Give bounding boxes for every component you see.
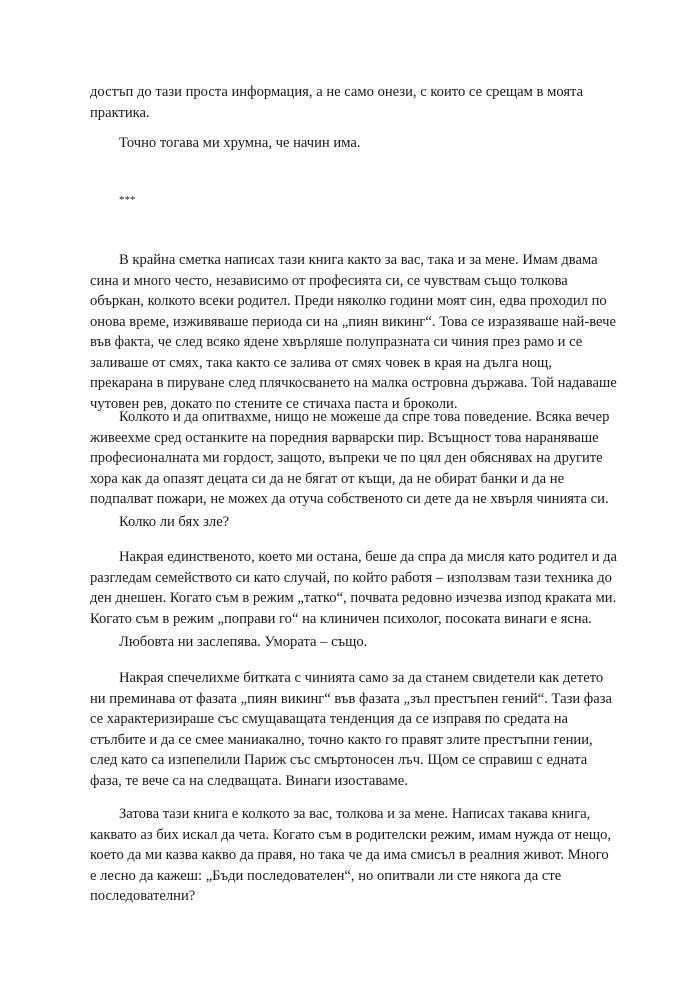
paragraph-behavior: Колкото и да опитвахме, нищо не можеше да спре това поведение. Всяка вечер живеехме сред останките на поредния варварски пир. Всъщност това нараняваше професионалната ми гордост, защото, въпреки че по цял ден обяснявах на другите хора как да опазят децата си да не бягат от къщи, да не обират банки и да не подпалват пожари, не можех да отуча собственото си дете да не хвърля чинията си. [90, 409, 610, 507]
paragraph-love-blinds: Любовта ни заслепява. Умората – също. [119, 634, 368, 650]
paragraph-continuation: достъп до тази проста информация, а не само онези, с които се срещам в моята практика. [90, 84, 584, 121]
paragraph-idea: Точно тогава ми хрумна, че начин има. [119, 135, 361, 151]
paragraph-technique: Накрая единственото, което ми остана, беше да спра да мисля като родител и да разгледам семейството си като случай, по който работя – използвам тази техника до ден днешен. Когато съм в режим „татко“, почвата редовно изчезва изпод краката ми. Когато съм в режим „поправи го“ на клиничен психолог, посоката винаги е ясна. [90, 549, 617, 627]
paragraph-question: Колко ли бях зле? [119, 514, 230, 530]
section-separator: *** [119, 194, 136, 206]
paragraph-next-phase: Накрая спечелихме битката с чинията само за да станем свидетели как детето ни преминава от фазата „пиян викинг“ във фазата „зъл престъпен гений“. Тази фаза се характеризираше със смущаващата тенденция да се изправя по средата на стълбите и да се смее маниакално, точно както го правят злите престъпни гении, след като са изпепелили Париж със смъртоносен лъч. Щом се справиш с едната фаза, те вече са на следващата. Винаги изоставаме. [90, 670, 612, 789]
paragraph-book-purpose: В крайна сметка написах тази книга както за вас, така и за мене. Имам двама сина и много често, независимо от професията си, се чувствам също толкова объркан, колкото всеки родител. Преди няколко години моят син, едва проходил по онова време, изживяваше периода си на „пиян викинг“. Това се изразяваше най-вече във факта, че след всяко ядене хвърляше полупразната си чиния през рамо и се заливаше от смях, така както се залива от смях човек в края на дълга нощ, прекарана в пируване след плячкосването на малка островна държава. Той надаваше чутовен рев, докато по стените се стичаха паста и броколи. [90, 252, 617, 412]
paragraph-conclusion: Затова тази книга е колкото за вас, толкова и за мене. Написах такава книга, каквато аз бих искал да чета. Когато съм в родителски режим, имам нужда от нещо, което да ми казва какво да правя, но така че да има смисъл в реалния живот. Много е лесно да кажеш: „Бъди последователен“, но опитвали ли сте някога да сте последователни? [90, 806, 612, 904]
